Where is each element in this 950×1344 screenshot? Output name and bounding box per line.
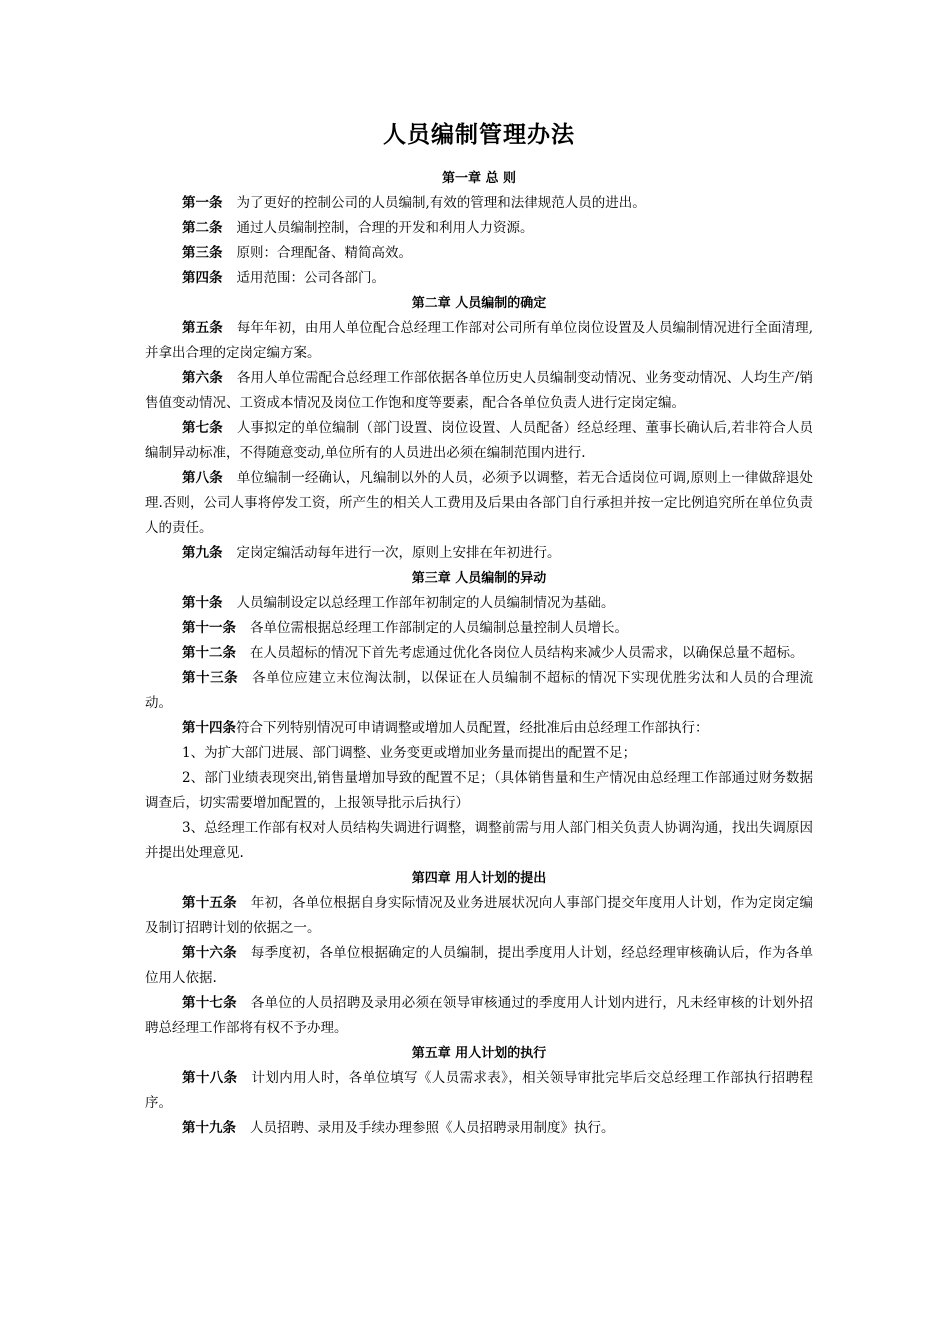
article-paragraph — [145, 666, 813, 716]
article-text: 通过人员编制控制，合理的开发和利用人力资源。 — [236, 220, 534, 236]
chapter-heading: 第三章 人员编制的异动 — [411, 571, 547, 586]
article-label: 第三条 — [182, 245, 223, 261]
article-text: 每季度初，各单位根据确定的人员编制，提出季度用人计划，经总经理审核确认后，作为各单位用人依据. — [145, 945, 814, 986]
list-item: 2、部门业绩表现突出,销售量增加导致的配置不足；（具体销售量和生产情况由总经理工作部通过财务数据调查后，切实需要增加配置的，上报领导批示后执行） — [145, 770, 813, 811]
article-label: 第十三条 — [182, 670, 239, 686]
article-text: 在人员超标的情况下首先考虑通过优化各岗位人员结构来减少人员需求，以确保总量不超标。 — [250, 645, 804, 661]
article-label: 第一条 — [182, 195, 223, 211]
chapter-heading: 第五章 用人计划的执行 — [411, 1046, 547, 1061]
article-text: 各单位的人员招聘及录用必须在领导审核通过的季度用人计划内进行，凡未经审核的计划外招聘总经理工作部将有权不予办理。 — [145, 995, 814, 1036]
article-label: 第十六条 — [182, 945, 237, 961]
article-label: 第十九条 — [182, 1120, 236, 1136]
article-paragraph — [145, 591, 813, 616]
article-text: 单位编制一经确认，凡编制以外的人员，必须予以调整，若无合适岗位可调,原则上一律做辞退处理.否则，公司人事将停发工资，所产生的相关人工费用及后果由各部门自行承担并按一定比例追究所在单位负责人的责任。 — [145, 470, 814, 536]
article-text: 人事拟定的单位编制（部门设置、岗位设置、人员配备）经总经理、董事长确认后,若非符合人员编制异动标准，不得随意变动,单位所有的人员进出必须在编制范围内进行. — [145, 420, 814, 461]
article-label: 第十七条 — [182, 995, 237, 1011]
article-paragraph — [145, 216, 813, 241]
article-label: 第十二条 — [182, 645, 236, 661]
article-paragraph — [145, 466, 813, 541]
article-text: 符合下列特别情况可申请调整或增加人员配置，经批准后由总经理工作部执行： — [236, 720, 709, 736]
article-paragraph — [145, 416, 813, 466]
article-label: 第九条 — [182, 545, 223, 561]
document-body — [145, 166, 813, 1141]
article-label: 第七条 — [182, 420, 223, 436]
article-label: 第四条 — [182, 270, 223, 286]
document-page — [145, 118, 813, 1141]
article-label: 第二条 — [182, 220, 223, 236]
article-paragraph — [145, 241, 813, 266]
article-paragraph — [145, 941, 813, 991]
article-paragraph — [145, 541, 813, 566]
article-text: 人员编制设定以总经理工作部年初制定的人员编制情况为基础。 — [236, 595, 615, 611]
chapter-heading: 第一章 总 则 — [441, 171, 517, 186]
article-text: 适用范围：公司各部门。 — [236, 270, 385, 286]
article-paragraph — [145, 616, 813, 641]
article-text: 各单位需根据总经理工作部制定的人员编制总量控制人员增长。 — [250, 620, 628, 636]
article-label: 第十五条 — [182, 895, 237, 911]
document-title: 人员编制管理办法 — [383, 122, 575, 148]
article-label: 第五条 — [182, 320, 223, 336]
article-label: 第十八条 — [182, 1070, 238, 1086]
article-label: 第十四条 — [182, 720, 236, 736]
chapter-heading: 第四章 用人计划的提出 — [411, 871, 547, 886]
article-paragraph — [145, 316, 813, 366]
article-label: 第十条 — [182, 595, 223, 611]
article-text: 各单位应建立末位淘汰制，以保证在人员编制不超标的情况下实现优胜劣汰和人员的合理流动。 — [145, 670, 813, 711]
article-paragraph — [145, 366, 813, 416]
article-text: 各用人单位需配合总经理工作部依据各单位历史人员编制变动情况、业务变动情况、人均生产/销售值变动情况、工资成本情况及岗位工作饱和度等要素，配合各单位负责人进行定岗定编。 — [145, 370, 813, 411]
article-label: 第八条 — [182, 470, 223, 486]
article-paragraph — [145, 1116, 813, 1141]
article-paragraph — [145, 891, 813, 941]
article-text: 为了更好的控制公司的人员编制,有效的管理和法律规范人员的进出。 — [236, 195, 646, 211]
article-text: 人员招聘、录用及手续办理参照《人员招聘录用制度》执行。 — [250, 1120, 615, 1136]
article-text: 定岗定编活动每年进行一次，原则上安排在年初进行。 — [236, 545, 561, 561]
article-paragraph — [145, 641, 813, 666]
article-paragraph — [145, 1066, 813, 1116]
article-text: 计划内用人时，各单位填写《人员需求表》，相关领导审批完毕后交总经理工作部执行招聘程序。 — [145, 1070, 814, 1111]
article-label: 第十一条 — [182, 620, 236, 636]
list-item: 1、为扩大部门进展、部门调整、业务变更或增加业务量而提出的配置不足； — [182, 745, 637, 761]
article-paragraph — [145, 991, 813, 1041]
article-text: 每年年初，由用人单位配合总经理工作部对公司所有单位岗位设置及人员编制情况进行全面清理,并拿出合理的定岗定编方案。 — [145, 320, 814, 361]
article-text: 原则：合理配备、精简高效。 — [236, 245, 412, 261]
article-paragraph — [145, 191, 813, 216]
article-text: 年初，各单位根据自身实际情况及业务进展状况向人事部门提交年度用人计划，作为定岗定编及制订招聘计划的依据之一。 — [145, 895, 814, 936]
chapter-heading: 第二章 人员编制的确定 — [411, 296, 547, 311]
list-item: 3、总经理工作部有权对人员结构失调进行调整，调整前需与用人部门相关负责人协调沟通，找出失调原因并提出处理意见. — [145, 820, 813, 861]
article-label: 第六条 — [182, 370, 223, 386]
article-paragraph — [145, 716, 813, 741]
article-paragraph — [145, 266, 813, 291]
